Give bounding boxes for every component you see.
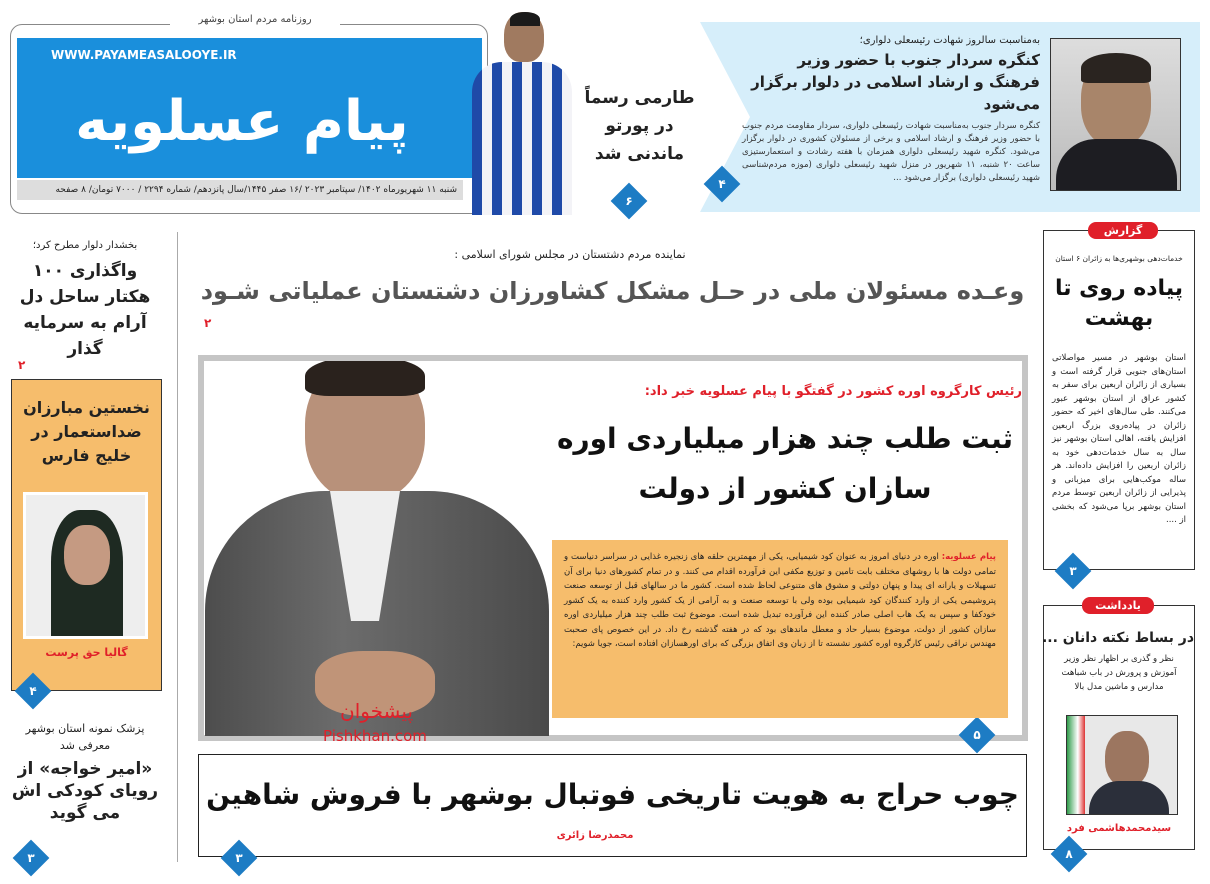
issue-line: شنبه ۱۱ شهریورماه ۱۴۰۲/ سپتامبر ۲۰۲۳ /۱۶ صفر ۱۴۴۵/سال پانزدهم/ شماره ۲۲۹۴ / ۷۰۰۰ تومان/ ۸ صفحه [17,180,463,200]
author-photo [23,492,148,639]
center-headline[interactable]: وعـده مسئولان ملی در حـل مشکل کشاورزان دشتستان عملیاتی شـود [200,277,1025,305]
bottom-author: محمدرضا زائری [556,830,634,841]
page-badge: ۴ [15,673,52,710]
logo-text: پیام عسلویه [75,89,409,154]
minister-photo [1050,38,1181,191]
player-photo [462,12,580,215]
report-body: استان بوشهر در مسیر مواصلاتی استان‌های جنوبی قرار گرفته است و بسیاری از زائران اربعین برای سفر به کشور عراق از استان بوشهر عبور می‌کنند. طی سال‌های اخیر که حضور زائران در پیاده‌روی بزرگ اربعین افزایش یافته، اهالی استان بوشهر نیز سال به سال خدمات‌دهی خود به زائران اربعین را افزایش داده‌اند. هر ساله موکب‌هایی برای میزبانی و پذیرایی از زائران اربعین توسط مردم استان بوشهر برپا می‌شود که بخشی از .... [1052,353,1186,525]
center-kicker: نماینده مردم دشتستان در مجلس شورای اسلامی : [454,248,686,261]
top-story-body: کنگره سردار جنوب به‌مناسبت شهادت رئیسعلی دلواری، سردار مقاومت مردم جنوب با حضور وزیر فرهنگ و ارشاد اسلامی و برخی از مسئولان کشوری در دلوار برگزار می‌شود. کنگره شهید رئیسعلی دلواری همزمان با هفته رشادت و استعمارستیزی ساعت ۲۰ شنبه، ۱۱ شهریور در منزل شهید رئیسعلی دلواری (موزه مردم‌شناسی شهید رئیسعلی دلواری) برگزار می‌شود ... [742,121,1040,183]
page-badge: ۸ [1051,836,1088,873]
left-story3-kicker: پزشک نمونه استان بوشهر معرفی شد [25,722,145,752]
note-tag: یادداشت [1082,597,1154,614]
feature-photo [205,361,549,736]
page-badge: ۳ [1055,553,1092,590]
feature-headline[interactable]: ثبت طلب چند هزار میلیاردی اوره سازان کشور از دولت [556,422,1014,505]
feature-body: اوره در دنیای امروز به عنوان کود شیمیایی، یکی از مهمترین حلقه های زنجیره غذایی در سراسر دنیاست و تمامی دولت ها با روشهای مختلف بابت تامین و توزیع مکفی این فرآورده اقدام می کنند. و در تمام کشورهای دنیا برای آن تسهیلات و یارانه ای پیدا و پنهان دولتی و مشوق های متنوعی لحاظ شده است. کشور ما در سالهای قبل از توسعه صنعت پتروشیمی یکی از وارد کنندگان کود شیمیایی بوده ولی با توسعه صنعت و به آرامی از یک کشور وارد کننده به یک کشور خودکفا و سپس به یک هاب اصلی صادر کننده این فرآورده تبدیل شده است. موضوع ثبت طلب چند هزار میلیاردی اوره سازان کشور از دولت، موضوع بسیار حاد و معطل ماندهای بود که در هفته گذشته رخ داد. در این خصوص پای صحبت مهندس نراقی رئیس کارگروه اوره کشور نشسته تا از زبان وی اتفاق بزرگی که برای اورهسازان افتاده است، جویا شویم: [564,552,996,649]
page-badge: ۶ [611,183,648,220]
top-story-headline[interactable]: کنگره سردار جنوب با حضور وزیر فرهنگ و ارشاد اسلامی در دلوار برگزار می‌شود [751,51,1040,113]
watermark: Pishkhan.com [323,727,427,745]
note-sub: نظر و گذری بر اظهار نظر وزیر آموزش و پرورش در باب شباهت مدارس و ماشین مدل بالا [1061,654,1177,692]
masthead-logo[interactable] [17,38,482,178]
note-headline[interactable]: در بساط نکته دانان ... [1041,630,1194,646]
left-story1-headline[interactable]: واگذاری ۱۰۰ هکتار ساحل دل آرام به سرمایه گذار [19,261,151,359]
columnist-photo [1066,715,1178,815]
left-story2-author: گالیا حق پرست [45,646,128,659]
left-story1-kicker: بخشدار دلوار مطرح کرد؛ [32,240,138,251]
column-divider [177,232,178,862]
feature-body-box [552,540,1008,718]
left-story2-headline[interactable]: نخستین مبارزان ضداستعمار در خلیج فارس [23,398,150,465]
watermark-fa: پیشخوان [340,699,413,723]
sport-teaser-headline[interactable]: طارمی رسماً در پورتو ماندنی شد [584,88,695,164]
top-story-kicker: به‌مناسبت سالروز شهادت رئیسعلی دلواری؛ [859,35,1040,46]
page-badge: ۳ [13,840,50,877]
left-story1-page: ۲ [18,358,26,372]
report-headline[interactable]: پیاده روی تا بهشت [1054,276,1184,331]
page-badge: ۳ [221,840,258,877]
report-kicker: خدمات‌دهی بوشهری‌ها به زائران ۶ استان [1055,254,1183,263]
report-tag: گزارش [1088,222,1158,239]
left-story3-headline[interactable]: «امیر خواجه» از رویای کودکی اش می گوید [11,759,159,823]
feature-kicker: رئیس کارگروه اوره کشور در گفتگو با پیام عسلویه خبر داد: [644,384,1022,399]
page-badge: ۴ [704,166,741,203]
masthead-tagline: روزنامه مردم استان بوشهر [170,14,340,25]
bottom-headline[interactable]: چوب حراج به هویت تاریخی فوتبال بوشهر با فروش شاهین [206,778,1019,811]
page-badge: ۵ [959,717,996,754]
center-page: ۲ [204,316,212,330]
masthead-url: WWW.PAYAMEASALOOYE.IR [51,48,237,62]
note-author: سیدمحمدهاشمی فرد [1066,823,1172,834]
lead-label: پیام عسلویه: [941,552,996,562]
